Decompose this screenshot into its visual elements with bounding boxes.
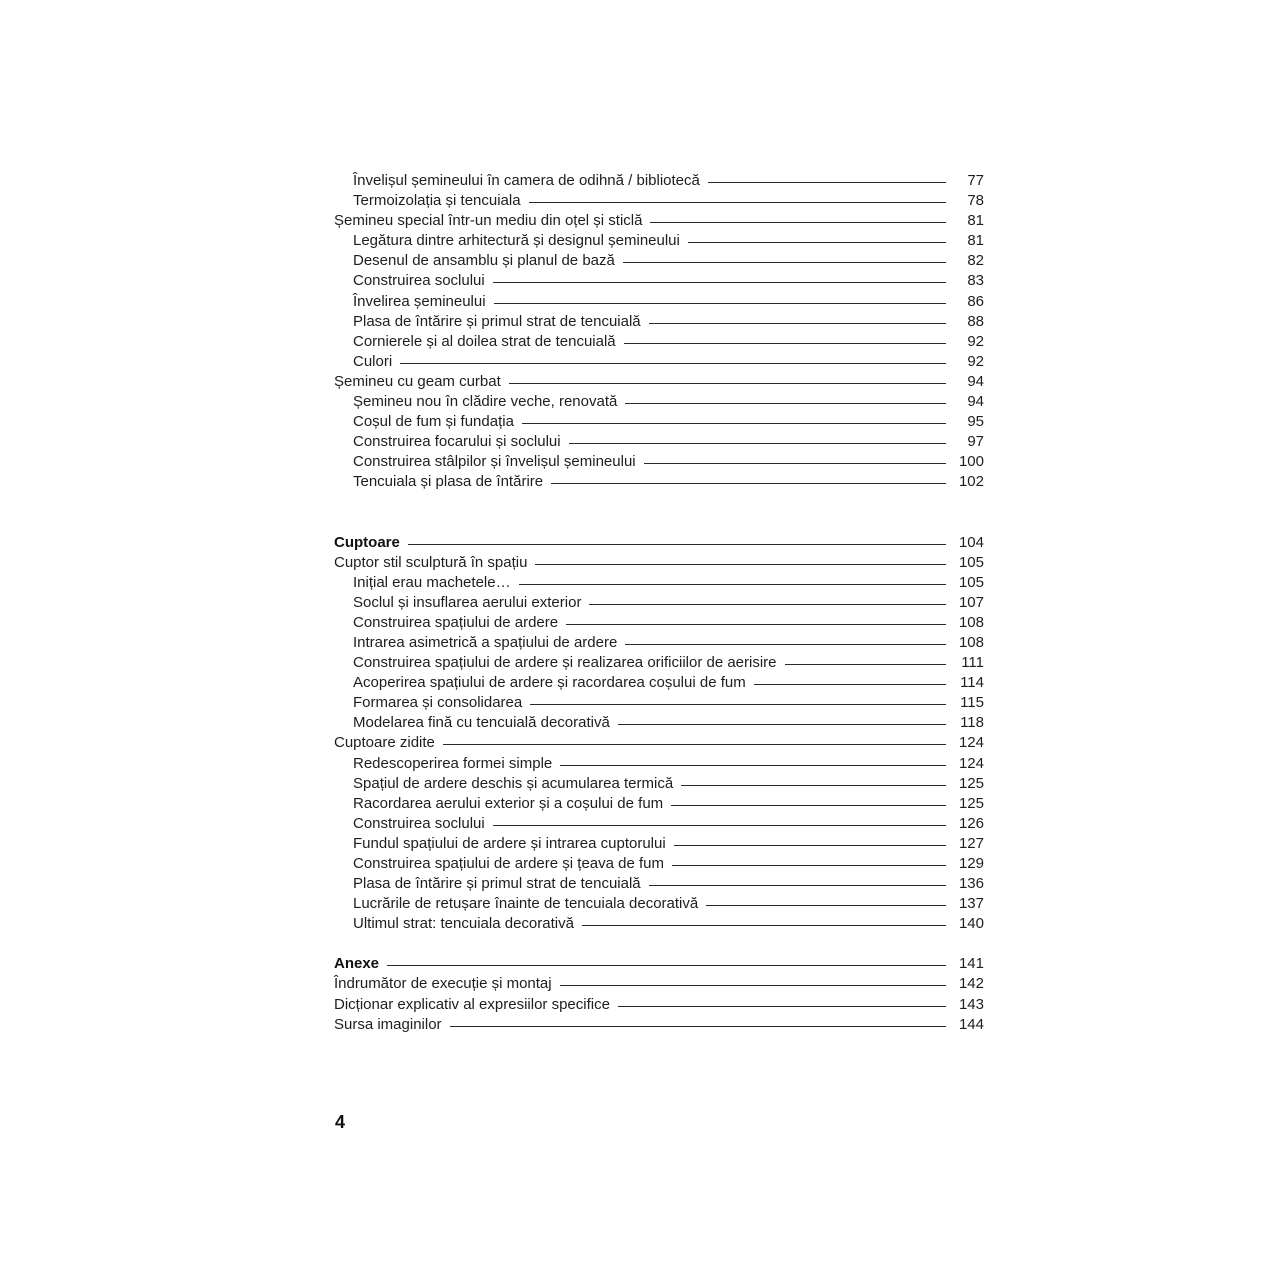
- toc-entry-title: Construirea spațiului de ardere: [353, 613, 559, 631]
- toc-section: [334, 954, 984, 1034]
- toc-entry-title: Cuptor stil sculptură în spațiu: [334, 553, 528, 571]
- toc-chapter-entry: [334, 733, 984, 753]
- toc-entry-page: 105: [958, 553, 984, 571]
- toc-entry-title: Spațiul de ardere deschis și acumularea termică: [353, 774, 674, 792]
- toc-entry-title: Acoperirea spațiului de ardere și racordarea coșului de fum: [353, 674, 746, 692]
- toc-entry-page: 83: [967, 272, 984, 290]
- toc-leader-line: [387, 965, 946, 966]
- toc-leader-line: [519, 584, 946, 585]
- toc-chapter-entry: [334, 372, 984, 392]
- toc-leader-line: [618, 724, 946, 725]
- toc-entry-title: Inițial erau machetele…: [353, 573, 511, 591]
- toc-entry-title: Legătura dintre arhitectură și designul șemineului: [353, 232, 680, 250]
- toc-chapter-entry: [334, 211, 984, 231]
- toc-entry-page: 107: [958, 593, 984, 611]
- toc-chapter-entry: [334, 995, 984, 1015]
- toc-entry-page: 143: [958, 995, 984, 1013]
- toc-leader-line: [644, 463, 946, 464]
- toc-entry-page: 115: [960, 694, 984, 712]
- toc-leader-line: [672, 865, 946, 866]
- page-number: 4: [335, 1112, 346, 1132]
- table-of-contents: [334, 171, 984, 1035]
- toc-entry-title: Culori: [353, 352, 393, 370]
- toc-entry-page: 142: [958, 975, 984, 993]
- toc-entry-page: 125: [958, 794, 984, 812]
- toc-entry-title: Formarea și consolidarea: [353, 694, 523, 712]
- toc-entry-title: Construirea spațiului de ardere și țeava de fum: [353, 855, 665, 872]
- toc-entry-page: 118: [960, 714, 984, 732]
- toc-entry-title: Șemineu special într-un mediu din oțel și sticlă: [334, 212, 643, 230]
- toc-subsection-entry: [334, 271, 984, 291]
- toc-entry-page: 94: [967, 393, 984, 411]
- toc-leader-line: [625, 403, 946, 404]
- toc-entry-page: 124: [958, 754, 984, 772]
- toc-leader-line: [566, 624, 946, 625]
- toc-subsection-entry: [334, 352, 984, 372]
- toc-entry-page: 124: [958, 734, 984, 752]
- toc-entry-page: 126: [958, 814, 984, 832]
- toc-entry-title: Lucrările de retușare înainte de tencuiala decorativă: [353, 895, 699, 913]
- toc-entry-title: Construirea soclului: [353, 814, 485, 832]
- toc-subsection-entry: [334, 713, 984, 733]
- toc-entry-title: Tencuiala și plasa de întărire: [353, 473, 544, 491]
- toc-subsection-entry: [334, 452, 984, 472]
- toc-entry-page: 108: [958, 613, 984, 631]
- toc-entry-title: Șemineu nou în clădire veche, renovată: [353, 393, 618, 411]
- toc-entry-title: Construirea stâlpilor și învelișul șemineului: [353, 453, 636, 471]
- toc-section: [334, 533, 984, 935]
- toc-leader-line: [785, 664, 946, 665]
- toc-leader-line: [625, 644, 946, 645]
- toc-entry-page: 129: [958, 855, 984, 872]
- toc-entry-title: Învelișul șemineului în camera de odihnă / bibliotecă: [353, 172, 700, 189]
- toc-entry-page: 78: [967, 192, 984, 210]
- toc-subsection-entry: [334, 292, 984, 312]
- toc-leader-line: [443, 744, 946, 745]
- toc-chapter-entry: [334, 1015, 984, 1035]
- toc-entry-title: Sursa imaginilor: [334, 1015, 442, 1033]
- toc-leader-line: [509, 383, 946, 384]
- toc-leader-line: [688, 242, 946, 243]
- toc-leader-line: [529, 202, 946, 203]
- toc-subsection-entry: [334, 894, 984, 914]
- toc-entry-page: 97: [967, 433, 984, 451]
- toc-leader-line: [681, 785, 946, 786]
- toc-entry-title: Coșul de fum și fundația: [353, 413, 514, 431]
- toc-subsection-entry: [334, 774, 984, 794]
- toc-subsection-entry: [334, 834, 984, 854]
- toc-entry-title: Modelarea fină cu tencuială decorativă: [353, 714, 610, 732]
- toc-entry-title: Racordarea aerului exterior și a coșului de fum: [353, 794, 664, 812]
- toc-subsection-entry: [334, 854, 984, 874]
- toc-entry-page: 108: [958, 633, 984, 651]
- toc-leader-line: [560, 765, 946, 766]
- toc-leader-line: [530, 704, 946, 705]
- toc-entry-page: 92: [967, 352, 984, 370]
- toc-leader-line: [493, 825, 946, 826]
- toc-leader-line: [708, 182, 946, 183]
- toc-subsection-entry: [334, 814, 984, 834]
- toc-entry-page: 94: [967, 372, 984, 390]
- toc-subsection-entry: [334, 633, 984, 653]
- toc-leader-line: [671, 805, 946, 806]
- toc-subsection-entry: [334, 573, 984, 593]
- toc-entry-title: Soclul și insuflarea aerului exterior: [353, 593, 582, 611]
- toc-leader-line: [535, 564, 946, 565]
- toc-entry-title: Fundul spațiului de ardere și intrarea cuptorului: [353, 834, 666, 852]
- toc-subsection-entry: [334, 432, 984, 452]
- toc-leader-line: [618, 1006, 946, 1007]
- toc-entry-page: 141: [958, 955, 984, 973]
- toc-entry-page: 92: [967, 332, 984, 350]
- toc-subsection-entry: [334, 754, 984, 774]
- toc-entry-title: Șemineu cu geam curbat: [334, 372, 501, 390]
- toc-entry-title: Cornierele și al doilea strat de tencuială: [353, 332, 616, 350]
- toc-entry-page: 140: [958, 915, 984, 933]
- toc-entry-title: Desenul de ansamblu și planul de bază: [353, 252, 615, 270]
- toc-subsection-entry: [334, 312, 984, 332]
- toc-entry-page: 100: [958, 453, 984, 471]
- toc-entry-page: 104: [958, 533, 984, 551]
- toc-leader-line: [649, 323, 946, 324]
- toc-leader-line: [494, 303, 946, 304]
- toc-entry-page: 136: [958, 875, 984, 893]
- toc-entry-title: Cuptoare zidite: [334, 734, 435, 752]
- toc-subsection-entry: [334, 593, 984, 613]
- toc-entry-page: 88: [967, 312, 984, 330]
- toc-leader-line: [706, 905, 946, 906]
- toc-subsection-entry: [334, 332, 984, 352]
- toc-leader-line: [450, 1026, 946, 1027]
- toc-leader-line: [624, 343, 946, 344]
- toc-entry-page: 111: [961, 654, 984, 672]
- toc-entry-page: 144: [958, 1015, 984, 1033]
- toc-chapter-entry: [334, 954, 984, 974]
- toc-entry-title: Intrarea asimetrică a spațiului de ardere: [353, 633, 618, 651]
- toc-entry-title: Cuptoare: [334, 533, 400, 551]
- toc-entry-page: 114: [960, 674, 984, 692]
- toc-entry-page: 137: [958, 895, 984, 913]
- toc-entry-title: Construirea focarului și soclului: [353, 433, 561, 451]
- toc-entry-page: 125: [958, 774, 984, 792]
- toc-entry-page: 86: [967, 292, 984, 310]
- toc-leader-line: [623, 262, 946, 263]
- toc-entry-title: Redescoperirea formei simple: [353, 754, 553, 772]
- toc-entry-page: 95: [967, 413, 984, 431]
- toc-entry-page: 81: [967, 232, 984, 250]
- toc-leader-line: [674, 845, 946, 846]
- toc-leader-line: [493, 282, 946, 283]
- toc-subsection-entry: [334, 171, 984, 191]
- toc-entry-title: Construirea soclului: [353, 272, 485, 290]
- toc-entry-title: Dicționar explicativ al expresiilor specifice: [334, 995, 610, 1013]
- toc-entry-title: Plasa de întărire și primul strat de tencuială: [353, 875, 641, 893]
- toc-entry-title: Termoizolația și tencuiala: [353, 192, 521, 210]
- toc-subsection-entry: [334, 673, 984, 693]
- toc-subsection-entry: [334, 392, 984, 412]
- toc-entry-page: 77: [967, 172, 984, 189]
- toc-leader-line: [408, 544, 946, 545]
- toc-chapter-entry: [334, 974, 984, 994]
- toc-leader-line: [560, 985, 946, 986]
- toc-entry-page: 81: [967, 212, 984, 230]
- toc-subsection-entry: [334, 874, 984, 894]
- toc-subsection-entry: [334, 231, 984, 251]
- toc-leader-line: [754, 684, 946, 685]
- toc-leader-line: [589, 604, 946, 605]
- toc-entry-title: Anexe: [334, 955, 380, 973]
- toc-entry-page: 105: [958, 573, 984, 591]
- toc-section: [334, 171, 984, 493]
- toc-subsection-entry: [334, 653, 984, 673]
- toc-leader-line: [551, 483, 946, 484]
- toc-entry-page: 102: [958, 473, 984, 491]
- toc-entry-title: Plasa de întărire și primul strat de tencuială: [353, 312, 641, 330]
- toc-subsection-entry: [334, 472, 984, 492]
- toc-chapter-entry: [334, 553, 984, 573]
- toc-entry-title: Ultimul strat: tencuiala decorativă: [353, 915, 574, 933]
- toc-entry-page: 127: [958, 834, 984, 852]
- toc-subsection-entry: [334, 412, 984, 432]
- toc-leader-line: [582, 925, 946, 926]
- toc-entry-page: 82: [967, 252, 984, 270]
- toc-entry-title: Îndrumător de execuție și montaj: [334, 975, 552, 993]
- toc-leader-line: [522, 423, 946, 424]
- toc-subsection-entry: [334, 914, 984, 934]
- toc-leader-line: [650, 222, 946, 223]
- toc-subsection-entry: [334, 693, 984, 713]
- toc-leader-line: [649, 885, 946, 886]
- toc-leader-line: [400, 363, 946, 364]
- toc-leader-line: [569, 443, 946, 444]
- toc-entry-title: Învelirea șemineului: [353, 292, 486, 310]
- toc-entry-title: Construirea spațiului de ardere și realizarea orificiilor de aerisire: [353, 654, 777, 672]
- toc-chapter-entry: [334, 533, 984, 553]
- toc-subsection-entry: [334, 251, 984, 271]
- toc-subsection-entry: [334, 191, 984, 211]
- toc-subsection-entry: [334, 613, 984, 633]
- toc-subsection-entry: [334, 794, 984, 814]
